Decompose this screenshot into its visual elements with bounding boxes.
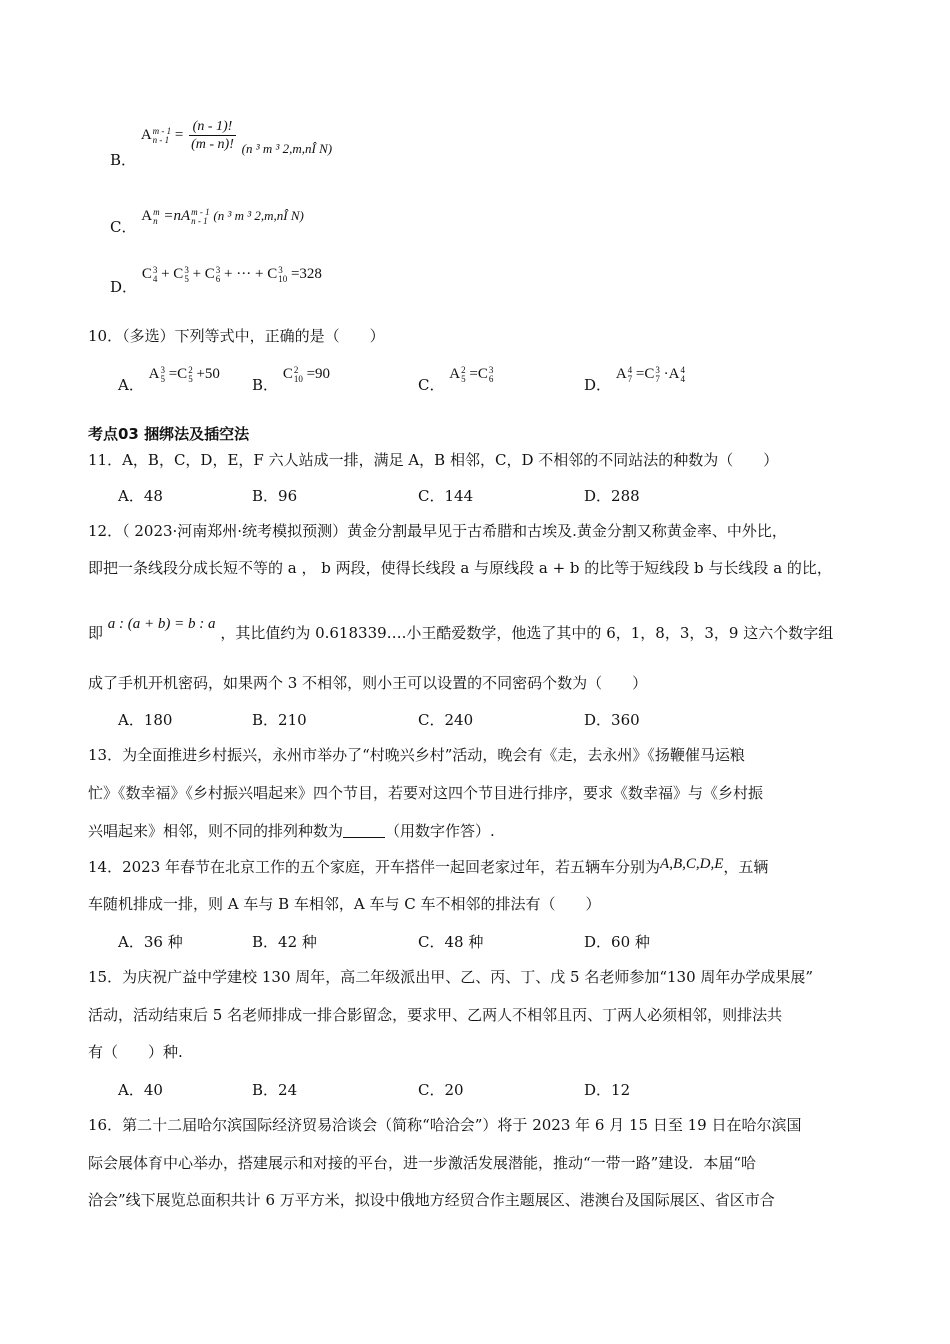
q13-line2: 忙》《数幸福》《乡村振兴唱起来》四个节目，若要对这四个节目进行排序，要求《数幸福》与《乡村振 — [88, 784, 764, 802]
q13-line3: 兴唱起来》相邻，则不同的排列种数为 （用数字作答）. — [88, 822, 495, 840]
q12-option-d: D．360 — [584, 711, 640, 729]
q9b-fraction: $\frac{(n - 1)!}{(m - n)!}$ — [191, 119, 234, 152]
q15-option-d: D．12 — [584, 1081, 631, 1099]
q10-option-a: A． A 3 5 =C 2 5 +50 — [118, 364, 220, 394]
q15-option-b: B．24 — [252, 1081, 298, 1099]
q12-line3 — [88, 616, 834, 643]
q9b-condition: (n ³ m ³ 2,m,nÎ N) — [241, 140, 333, 156]
q9-option-d-label: D． — [110, 278, 138, 296]
q14-line1: 14．2023 年春节在北京工作的五个家庭，开车搭伴一起回老家过年，若五辆车分别为A,B,C,D,E，五辆 — [88, 856, 769, 876]
q9-option-b-label: B． — [110, 150, 137, 169]
q11-option-a: A．48 — [118, 487, 163, 505]
q16-line1: 16．第二十二届哈尔滨国际经济贸易洽谈会（简称“哈洽会”）将于 2023 年 6 月 15 日至 19 日在哈尔滨国 — [88, 1116, 802, 1134]
q16-line3: 洽会”线下展览总面积共计 6 万平方米，拟设中俄地方经贸合作主题展区、港澳台及国际展区、省区市合 — [88, 1191, 775, 1209]
q12-line3-post: ，其比值约为 0.618339….小王酷爱数学，他选了其中的 6，1，8，3，3，9 这六个数字组 — [220, 624, 834, 642]
q9c-condition: (n ³ m ³ 2,m,nÎ N) — [213, 208, 304, 223]
q14-option-c: C．48 种 — [418, 933, 484, 951]
q12-ratio-formula: a : (a + b) = b : a — [107, 616, 216, 632]
q10-option-c: C． A 2 5 =C 3 6 — [418, 364, 494, 394]
q9-option-b-formula — [140, 119, 333, 156]
q9b-lhs: A — [140, 126, 152, 143]
q12-line2: 即把一条线段分成长短不等的 a ， b 两段，使得长线段 a 与原线段 a + b 的比等于短线段 b 与长线段 a 的比， — [88, 559, 832, 577]
q14-line2: 车随机排成一排，则 A 车与 B 车相邻，A 车与 C 车不相邻的排法有（ ） — [88, 895, 601, 913]
q11-option-b: B．96 — [252, 487, 298, 505]
q15-line3: 有（ ）种. — [88, 1043, 183, 1061]
q14-option-a: A．36 种 — [118, 933, 183, 951]
q16-line2: 际会展体育中心举办，搭建展示和对接的平台，进一步激活发展潜能，推动“一带一路”建设．本届“哈 — [88, 1154, 757, 1172]
q11-stem: 11．A，B，C，D，E，F 六人站成一排，满足 A，B 相邻，C，D 不相邻的不同站法的种数为（ ） — [88, 451, 779, 469]
q9b-eq: = — [171, 126, 184, 143]
q13-line1: 13．为全面推进乡村振兴，永州市举办了“村晚兴乡村”活动，晚会有《走，去永州》《扬鞭催马运粮 — [88, 746, 745, 764]
q9-option-b — [110, 118, 333, 169]
q11-option-d: D．288 — [584, 487, 640, 505]
q15-option-c: C．20 — [418, 1081, 464, 1099]
q12-option-c: C．240 — [418, 711, 474, 729]
q14-cars: A,B,C,D,E — [660, 856, 724, 872]
answer-blank — [343, 823, 385, 838]
q9-option-d — [110, 262, 322, 296]
q11-option-c: C．144 — [418, 487, 474, 505]
q10-stem: 10．（多选）下列等式中，正确的是（ ） — [88, 327, 385, 345]
q15-option-a: A．40 — [118, 1081, 163, 1099]
q9-option-d-formula: C 3 4 + C 3 5 + C 3 6 + ··· + C 3 10 =328 — [141, 264, 322, 284]
q14-option-b: B．42 种 — [252, 933, 317, 951]
q12-line1: 12．（ 2023·河南郑州·统考模拟预测）黄金分割最早见于古希腊和古埃及.黄金分割又称黄金率、中外比， — [88, 522, 787, 540]
q15-line2: 活动，活动结束后 5 名老师排成一排合影留念，要求甲、乙两人不相邻且丙、丁两人必须相邻，则排法共 — [88, 1006, 783, 1024]
q12-option-a: A．180 — [118, 711, 173, 729]
q12-option-b: B．210 — [252, 711, 307, 729]
q15-line1: 15．为庆祝广益中学建校 130 周年，高二年级派出甲、乙、丙、丁、戊 5 名老师参加“130 周年办学成果展” — [88, 968, 814, 986]
q10-option-d: D． A 4 7 =C 3 7 ·A 4 4 — [584, 364, 685, 394]
section-title: 考点03 捆绑法及插空法 — [88, 425, 250, 443]
q10-option-b: B． C 2 10 =90 — [252, 364, 331, 394]
q12-line3-pre: 即 — [88, 624, 104, 642]
q14-option-d: D．60 种 — [584, 933, 650, 951]
q9-option-c-label: C． — [110, 218, 137, 236]
q9-option-c-formula: A m n =nA m - 1 n - 1 (n ³ m ³ 2,m,nÎ N) — [141, 206, 304, 226]
q9b-lhs-index: m - 1 n - 1 — [152, 125, 172, 145]
q12-line4: 成了手机开机密码，如果两个 3 不相邻，则小王可以设置的不同密码个数为（ ） — [88, 674, 648, 692]
q9-option-c — [110, 204, 304, 236]
